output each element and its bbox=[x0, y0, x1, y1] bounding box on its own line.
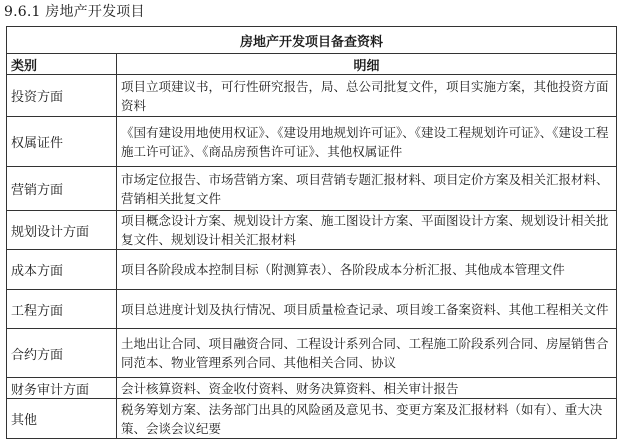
table-caption-row bbox=[7, 27, 617, 54]
row-category: 合约方面 bbox=[7, 329, 117, 378]
table-row bbox=[7, 378, 617, 399]
row-category: 营销方面 bbox=[7, 167, 117, 211]
header-detail: 明细 bbox=[117, 54, 617, 75]
table-row bbox=[7, 250, 617, 290]
row-category: 财务审计方面 bbox=[7, 378, 117, 399]
row-detail: 会计核算资料、资金收付资料、财务决算资料、相关审计报告 bbox=[117, 378, 617, 399]
reference-materials-table bbox=[6, 26, 617, 439]
table-row bbox=[7, 117, 617, 167]
row-detail: 税务筹划方案、法务部门出具的风险函及意见书、变更方案及汇报材料（如有）、重大决策、会谈会议纪要 bbox=[117, 399, 617, 439]
row-category: 投资方面 bbox=[7, 75, 117, 117]
row-category: 其他 bbox=[7, 399, 117, 439]
row-category: 成本方面 bbox=[7, 250, 117, 290]
table-row bbox=[7, 329, 617, 378]
row-detail: 土地出让合同、项目融资合同、工程设计系列合同、工程施工阶段系列合同、房屋销售合同范本、物业管理系列合同、其他相关合同、协议 bbox=[117, 329, 617, 378]
row-detail: 《国有建设用地使用权证》、《建设用地规划许可证》、《建设工程规划许可证》、《建设工程施工许可证》、《商品房预售许可证》、其他权属证件 bbox=[117, 117, 617, 167]
table-row bbox=[7, 211, 617, 250]
header-category: 类别 bbox=[7, 54, 117, 75]
table-row bbox=[7, 399, 617, 439]
row-detail: 项目总进度计划及执行情况、项目质量检查记录、项目竣工备案资料、其他工程相关文件 bbox=[117, 290, 617, 329]
table-header-row bbox=[7, 54, 617, 75]
row-category: 工程方面 bbox=[7, 290, 117, 329]
section-title: 9.6.1 房地产开发项目 bbox=[4, 4, 145, 20]
table-row bbox=[7, 167, 617, 211]
row-detail: 项目概念设计方案、规划设计方案、施工图设计方案、平面图设计方案、规划设计相关批复文件、规划设计相关汇报材料 bbox=[117, 211, 617, 250]
row-detail: 项目立项建议书，可行性研究报告，局、总公司批复文件，项目实施方案，其他投资方面资料 bbox=[117, 75, 617, 117]
table-caption: 房地产开发项目备查资料 bbox=[7, 27, 617, 54]
table-row bbox=[7, 290, 617, 329]
row-detail: 项目各阶段成本控制目标（附测算表）、各阶段成本分析汇报、其他成本管理文件 bbox=[117, 250, 617, 290]
row-detail: 市场定位报告、市场营销方案、项目营销专题汇报材料、项目定价方案及相关汇报材料、营销相关批复文件 bbox=[117, 167, 617, 211]
table-row bbox=[7, 75, 617, 117]
row-category: 规划设计方面 bbox=[7, 211, 117, 250]
row-category: 权属证件 bbox=[7, 117, 117, 167]
